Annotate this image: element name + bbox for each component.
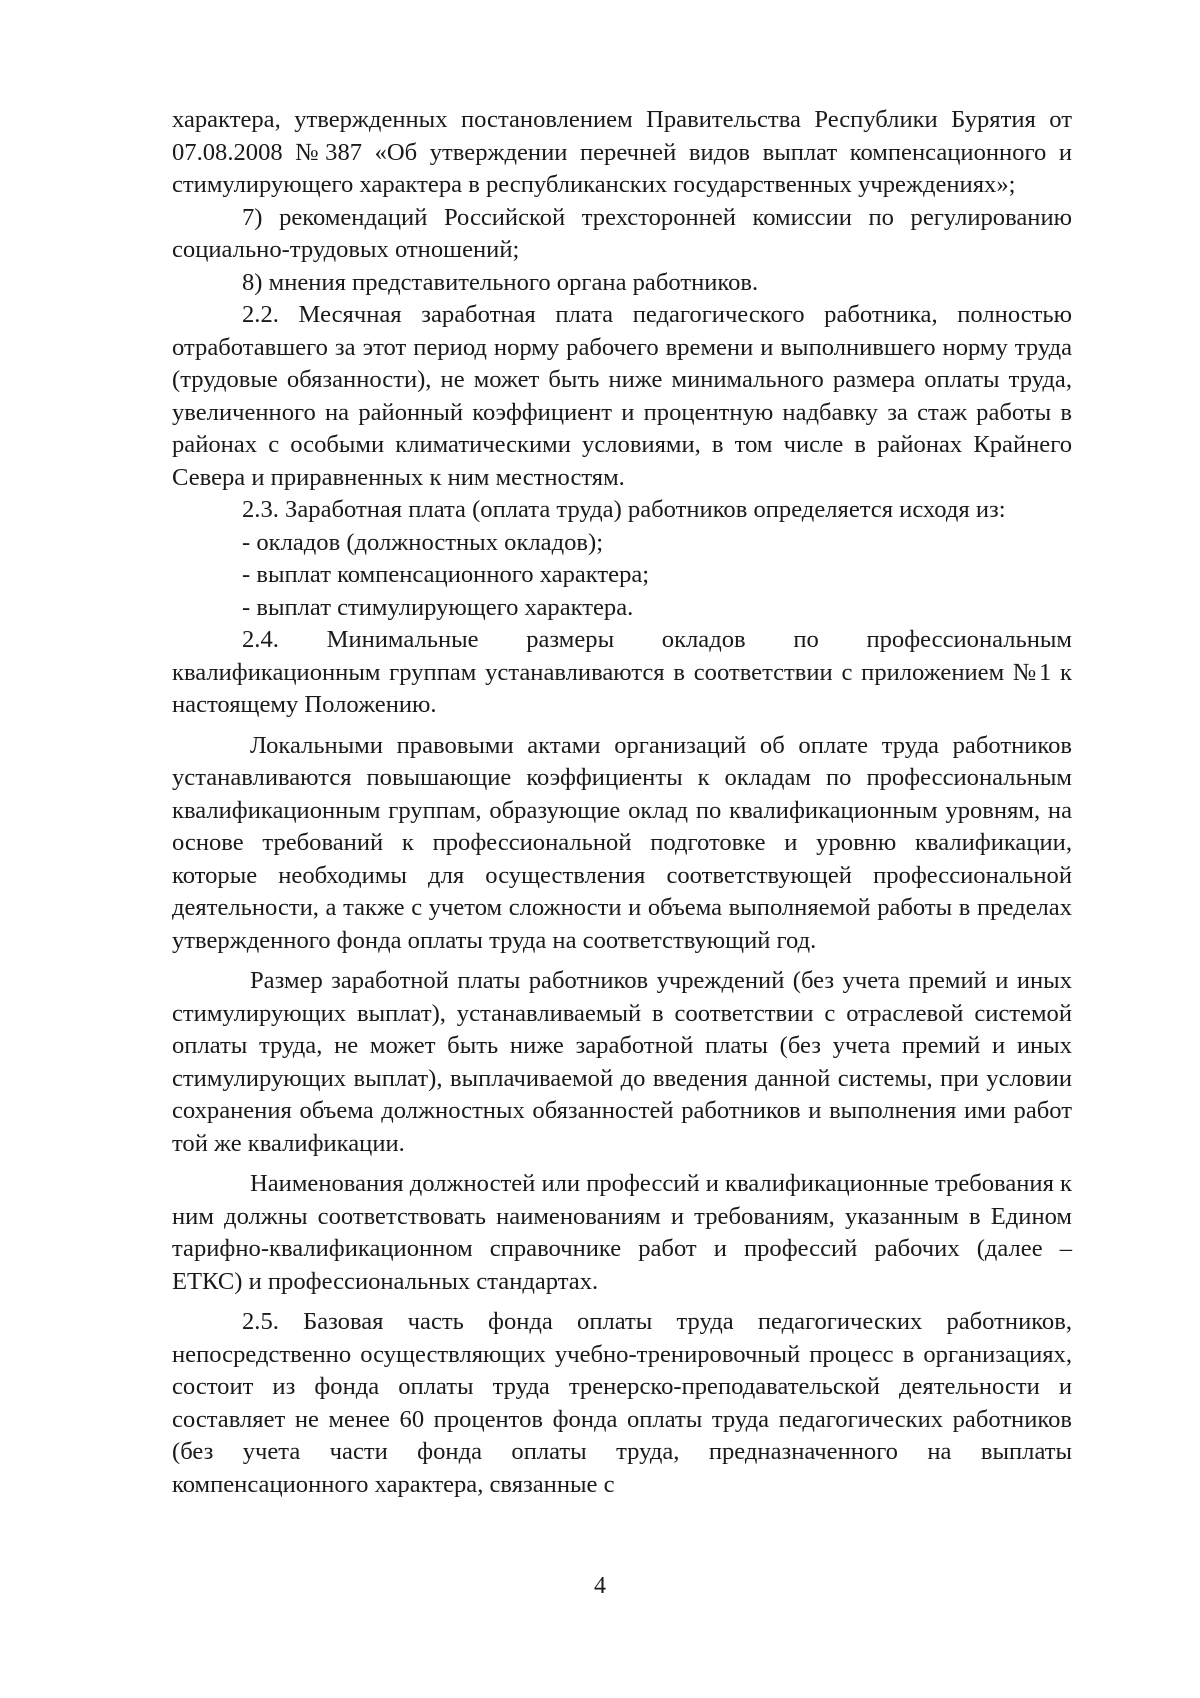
paragraph-2-4: 2.4. Минимальные размеры окладов по профессиональным квалификационным группам устанавливаются в соответствии с приложением №1 к настоящему Положению. bbox=[172, 626, 1072, 718]
paragraph-salary-size: Размер заработной платы работников учреждений (без учета премий и иных стимулирующих выплат), устанавливаемый в соответствии с отраслевой системой оплаты труда, не может быть ниже заработной платы (без учета премий и иных стимулирующих выплат), выплачиваемой до введения данной системы, при условии сохранения объема должностных обязанностей работников и выполнения ими работ той же квалификации. bbox=[172, 967, 1072, 1157]
document-page bbox=[172, 104, 1072, 1501]
list-item-incentive: - выплат стимулирующего характера. bbox=[242, 593, 634, 621]
paragraph-item-7: 7) рекомендаций Российской трехсторонней комиссии по регулированию социально-трудовых отношений; bbox=[172, 203, 1072, 263]
paragraph-position-names: Наименования должностей или профессий и квалификационные требования к ним должны соответствовать наименованиям и требованиям, указанным в Едином тарифно-квалификационном справочнике работ и профессий рабочих (далее – ЕТКС) и профессиональных стандартах. bbox=[172, 1170, 1072, 1295]
paragraph-local-acts: Локальными правовыми актами организаций об оплате труда работников устанавливаются повышающие коэффициенты к окладам по профессиональным квалификационным группам, образующие оклад по квалификационным уровням, на основе требований к профессиональной подготовке и уровню квалификации, которые необходимы для осуществления соответствующей профессиональной деятельности, а также с учетом сложности и объема выполняемой работы в пределах утвержденного фонда оплаты труда на соответствующий год. bbox=[172, 731, 1072, 954]
list-item-salaries: - окладов (должностных окладов); bbox=[242, 528, 604, 556]
paragraph-2-3: 2.3. Заработная плата (оплата труда) работников определяется исходя из: bbox=[242, 496, 1006, 523]
paragraph-item-8: 8) мнения представительного органа работников. bbox=[242, 268, 759, 296]
page-number: 4 bbox=[594, 1573, 606, 1599]
paragraph-2-5: 2.5. Базовая часть фонда оплаты труда педагогических работников, непосредственно осуществляющих учебно-тренировочный процесс в организациях, состоит из фонда оплаты труда тренерско-преподавательской деятельности и составляет не менее 60 процентов фонда оплаты труда педагогических работников (без учета части фонда оплаты труда, предназначенного на выплаты компенсационного характера, связанные с bbox=[172, 1308, 1072, 1498]
paragraph-continuation: характера, утвержденных постановлением Правительства Республики Бурятия от 07.08.2008 №387 «Об утверждении перечней видов выплат компенсационного и стимулирующего характера в республиканских государственных учреждениях»; bbox=[172, 106, 1072, 198]
list-item-compensation: - выплат компенсационного характера; bbox=[242, 561, 650, 588]
paragraph-2-2: 2.2. Месячная заработная плата педагогического работника, полностью отработавшего за этот период норму рабочего времени и выполнившего норму труда (трудовые обязанности), не может быть ниже минимального размера оплаты труда, увеличенного на районный коэффициент и процентную надбавку за стаж работы в районах с особыми климатическими условиями, в том числе в районах Крайнего Севера и приравненных к ним местностям. bbox=[172, 301, 1072, 491]
